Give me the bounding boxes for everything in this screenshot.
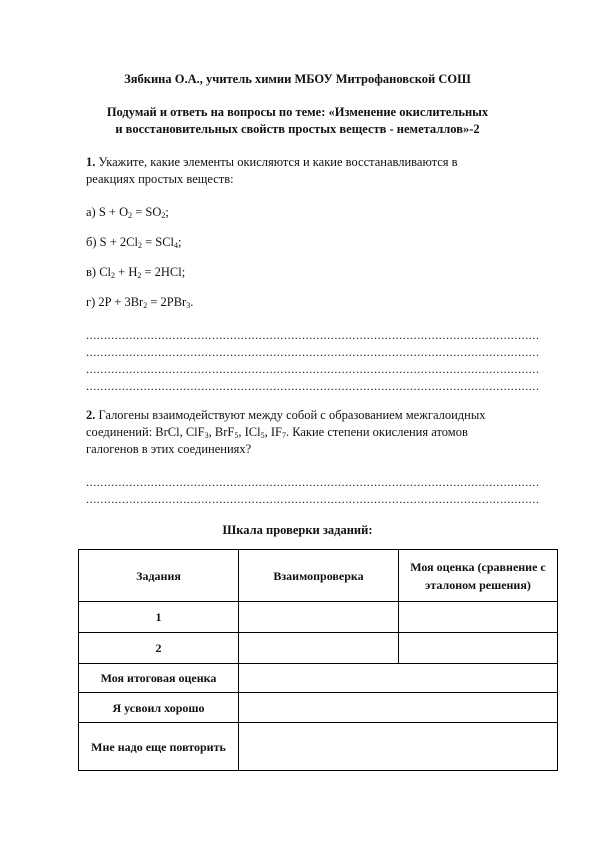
header-cell-tasks: Задания <box>79 550 239 602</box>
reaction-part: S + O <box>98 205 129 219</box>
need-review-label: Мне надо еще повторить <box>79 723 239 771</box>
reaction-part: = 2PBr <box>147 295 187 309</box>
table-row <box>79 633 558 664</box>
answer-line[interactable]: .............................................................................................................................. <box>86 475 540 489</box>
subscript: 2 <box>128 211 133 220</box>
final-grade-row <box>79 664 558 693</box>
subscript: 4 <box>174 241 179 250</box>
peer-review-cell[interactable] <box>239 602 399 633</box>
task1-question-line2: реакциях простых веществ: <box>86 172 234 186</box>
reaction-label: а) <box>86 205 96 219</box>
subscript: 2 <box>161 211 166 220</box>
answer-line[interactable]: .............................................................................................................................. <box>86 492 540 506</box>
final-grade-label: Моя итоговая оценка <box>79 664 239 693</box>
need-review-row <box>79 723 558 771</box>
self-grade-cell[interactable] <box>399 633 558 664</box>
task2-text: Галогены взаимодействуют между собой с образованием межгалоидных <box>98 408 486 422</box>
text-part: , ICl <box>238 425 261 439</box>
reaction-part: = 2HCl; <box>141 265 186 279</box>
reaction-label: в) <box>86 265 97 279</box>
task1-text: Укажите, какие элементы окисляются и какие восстанавливаются в <box>98 155 458 169</box>
answer-line[interactable]: .............................................................................................................................. <box>86 362 540 376</box>
reaction-label: г) <box>86 295 96 309</box>
learned-well-value-cell[interactable] <box>239 693 558 723</box>
task1-number: 1. <box>86 155 96 169</box>
reaction-part: ; <box>178 235 182 249</box>
reaction-d <box>86 295 193 310</box>
reaction-part: S + 2Cl <box>99 235 138 249</box>
reaction-part: + H <box>115 265 138 279</box>
reaction-part: 2P + 3Br <box>98 295 144 309</box>
task2-question-line1 <box>86 408 486 423</box>
task-number-cell: 1 <box>79 602 239 633</box>
answer-line[interactable]: .............................................................................................................................. <box>86 345 540 359</box>
subscript: 5 <box>260 431 265 440</box>
title-line-1: Подумай и ответь на вопросы по теме: «Изменение окислительных <box>106 105 489 119</box>
text-part: . Какие степени окисления атомов <box>285 425 468 439</box>
reaction-part: = SO <box>132 205 162 219</box>
subscript: 7 <box>281 431 286 440</box>
task2-number: 2. <box>86 408 96 422</box>
subscript: 2 <box>111 271 116 280</box>
reaction-c <box>86 265 185 280</box>
subscript: 3 <box>204 431 209 440</box>
answer-line[interactable]: .............................................................................................................................. <box>86 379 540 393</box>
subscript: 5 <box>234 431 239 440</box>
peer-review-cell[interactable] <box>239 633 399 664</box>
table-caption: Шкала проверки заданий: <box>222 523 373 537</box>
task1-question-line1 <box>86 155 458 170</box>
task2-question-line2 <box>86 425 468 440</box>
table-row <box>79 602 558 633</box>
reaction-part: ; <box>165 205 169 219</box>
author-line: Зябкина О.А., учитель химии МБОУ Митрофановской СОШ <box>124 72 471 86</box>
learned-well-label: Я усвоил хорошо <box>79 693 239 723</box>
answer-line[interactable]: .............................................................................................................................. <box>86 328 540 342</box>
text-part: соединений: BrCl, ClF <box>86 425 205 439</box>
reaction-part: . <box>190 295 194 309</box>
subscript: 2 <box>143 301 148 310</box>
subscript: 2 <box>137 241 142 250</box>
subscript: 2 <box>137 271 142 280</box>
reaction-b <box>86 235 182 250</box>
self-grade-cell[interactable] <box>399 602 558 633</box>
header-cell-self-grade: Моя оценка (сравнение с эталоном решения) <box>399 550 558 602</box>
reaction-a <box>86 205 169 220</box>
reaction-label: б) <box>86 235 97 249</box>
learned-well-row <box>79 693 558 723</box>
title-line-2: и восстановительных свойств простых веществ - неметаллов»-2 <box>115 122 480 136</box>
table-header-row <box>79 550 558 602</box>
reaction-part: Cl <box>99 265 112 279</box>
grading-table <box>78 549 558 771</box>
subscript: 3 <box>186 301 191 310</box>
final-grade-value-cell[interactable] <box>239 664 558 693</box>
task2-question-line3: галогенов в этих соединениях? <box>86 442 252 456</box>
need-review-value-cell[interactable] <box>239 723 558 771</box>
header-cell-peer-review: Взаимопроверка <box>239 550 399 602</box>
text-part: , BrF <box>208 425 235 439</box>
reaction-part: = SCl <box>141 235 175 249</box>
text-part: , IF <box>264 425 282 439</box>
task-number-cell: 2 <box>79 633 239 664</box>
